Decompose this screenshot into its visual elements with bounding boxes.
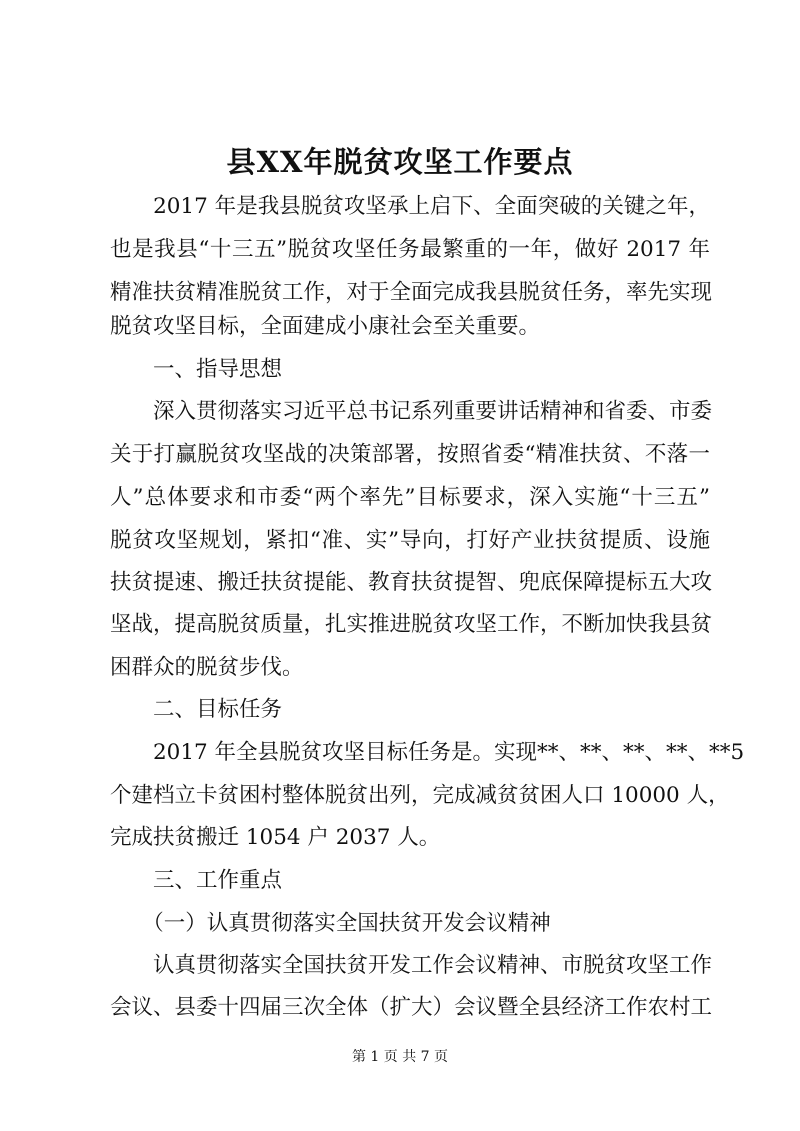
section-heading: 三、工作重点	[110, 868, 283, 893]
page-footer: 第 1 页 共 7 页	[351, 1049, 449, 1065]
paragraph-line: 完成扶贫搬迁 1054 户 2037 人。	[110, 825, 441, 850]
document-title: 县XX年脱贫攻坚工作要点	[226, 145, 574, 179]
paragraph-line: 2017 年是我县脱贫攻坚承上启下、全面突破的关键之年，	[110, 194, 710, 219]
paragraph-line: 精准扶贫精准脱贫工作，对于全面完成我县脱贫任务，率先实现	[110, 280, 713, 305]
paragraph-line: 个建档立卡贫困村整体脱贫出列，完成减贫贫困人口 10000 人，	[110, 783, 730, 808]
paragraph-line: 脱贫攻坚规划，紧扣“准、实”导向，打好产业扶贫提质、设施	[110, 528, 710, 553]
paragraph-line: 深入贯彻落实习近平总书记系列重要讲话精神和省委、市委	[110, 399, 713, 424]
paragraph-line: 困群众的脱贫步伐。	[110, 655, 304, 680]
paragraph-line: 坚战，提高脱贫质量，扎实推进脱贫攻坚工作，不断加快我县贫	[110, 612, 713, 637]
paragraph-line: 也是我县“十三五”脱贫攻坚任务最繁重的一年，做好 2017 年	[110, 237, 710, 262]
paragraph-line: 脱贫攻坚目标，全面建成小康社会至关重要。	[110, 314, 541, 339]
paragraph-line: 2017 年全县脱贫攻坚目标任务是。实现**、**、**、**、**5	[110, 740, 745, 765]
paragraph-line: 会议、县委十四届三次全体（扩大）会议暨全县经济工作农村工	[110, 995, 713, 1020]
paragraph-line: 认真贯彻落实全国扶贫开发工作会议精神、市脱贫攻坚工作	[110, 953, 713, 978]
paragraph-line: 人”总体要求和市委“两个率先”目标要求，深入实施“十三五”	[110, 485, 710, 510]
paragraph-line: 关于打赢脱贫攻坚战的决策部署，按照省委“精准扶贫、不落一	[110, 442, 710, 467]
section-heading: 一、指导思想	[110, 357, 283, 382]
subsection-heading: （一）认真贯彻落实全国扶贫开发会议精神	[110, 911, 551, 936]
section-heading: 二、目标任务	[110, 697, 283, 722]
paragraph-line: 扶贫提速、搬迁扶贫提能、教育扶贫提智、兜底保障提标五大攻	[110, 570, 713, 595]
